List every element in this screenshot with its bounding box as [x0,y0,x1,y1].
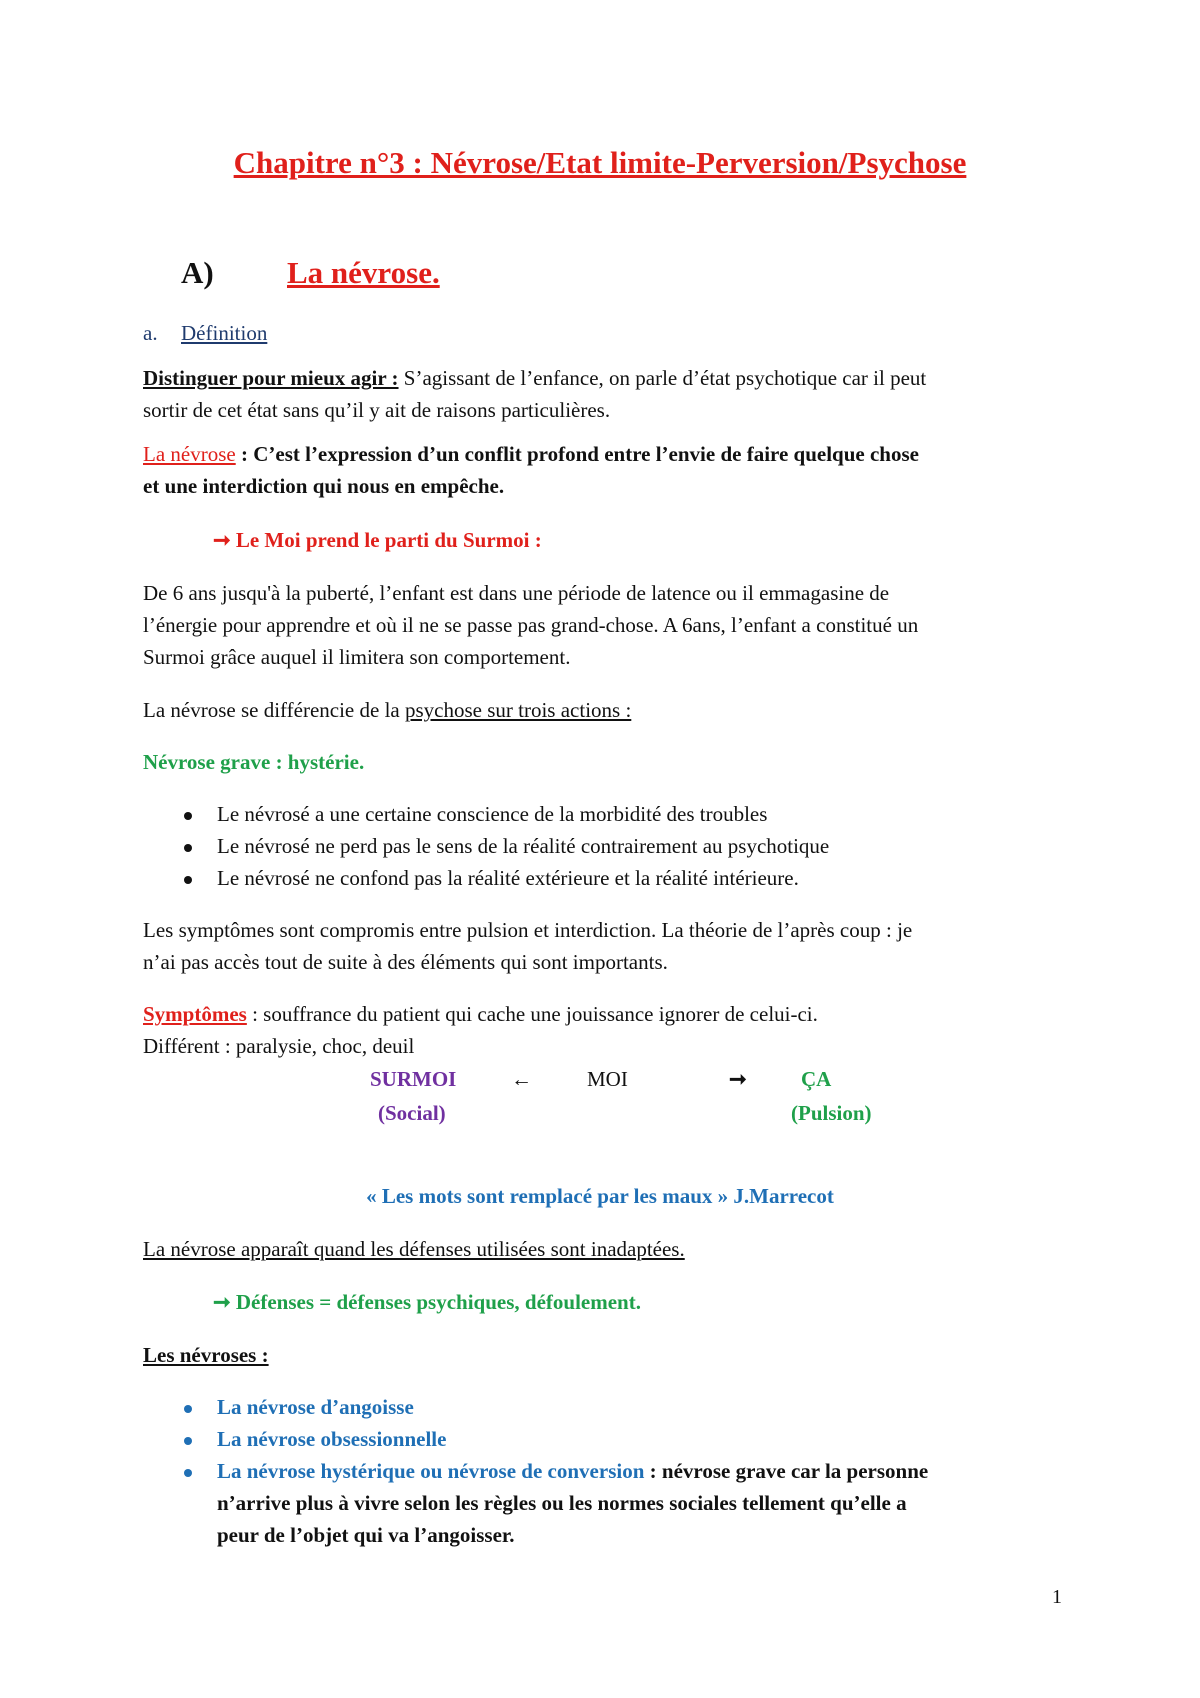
paragraph-text: l’énergie pour apprendre et où il ne se passe pas grand-chose. A 6ans, l’enfant a constitué un [143,613,919,637]
page-number: 1 [1052,1586,1062,1608]
paragraph-differencie [143,694,631,726]
paragraph-text: Les symptômes sont compromis entre pulsion et interdiction. La théorie de l’après coup : je [143,918,913,942]
underlined-text: psychose sur trois actions : [404,698,632,722]
list-item: Le névrosé ne confond pas la réalité extérieure et la réalité intérieure. [217,866,799,890]
arrow-right-icon: ➞ [729,1067,747,1091]
paragraph-text: sortir de cet état sans qu’il y ait de raisons particulières. [143,398,611,422]
subheading-nevroses: Les névroses : [143,1343,269,1367]
quote: « Les mots sont remplacé par les maux » J.Marrecot [366,1184,834,1208]
list-item [217,1455,928,1487]
paragraph-text: La névrose apparaît quand les défenses utilisées sont inadaptées. [143,1237,685,1261]
subsection-letter: a. [143,321,158,345]
list-item: Le névrosé a une certaine conscience de la morbidité des troubles [217,802,768,826]
bullet-dot-icon [184,1405,192,1413]
diagram-pulsion: (Pulsion) [791,1101,872,1125]
paragraph-text: et une interdiction qui nous en empêche. [143,474,505,498]
bullet-dot-icon [184,812,192,820]
bullet-dot-icon [184,1437,192,1445]
diagram-ca: ÇA [801,1067,832,1091]
paragraph-text: n’ai pas accès tout de suite à des éléments qui sont importants. [143,950,668,974]
paragraph-text: S’agissant de l’enfance, on parle d’état psychotique car il peut [398,366,927,390]
paragraph-nevrose-definition [143,438,919,470]
paragraph-label: Distinguer pour mieux agir : [143,366,399,390]
diagram-surmoi: SURMOI [370,1067,457,1091]
paragraph-text: : C’est l’expression d’un conflit profond entre l’envie de faire quelque chose [235,442,919,466]
subheading-nevrose-grave: Névrose grave : hystérie. [143,750,365,774]
paragraph-text: Surmoi grâce auquel il limitera son comportement. [143,645,571,669]
diagram-moi: MOI [587,1067,628,1091]
list-item-term: La névrose hystérique ou névrose de conversion [217,1459,645,1483]
paragraph-text: La névrose se différencie de la [143,698,405,722]
list-item-text: : névrose grave car la personne [644,1459,929,1483]
paragraph-text: Différent : paralysie, choc, deuil [143,1034,415,1058]
paragraph-distinguer [143,362,926,394]
term-label: La névrose [143,442,236,466]
bullet-dot-icon [184,876,192,884]
page-title: Chapitre n°3 : Névrose/Etat limite-Perversion/Psychose [233,145,967,180]
list-item: La névrose obsessionnelle [217,1427,447,1451]
paragraph-symptomes [143,998,818,1030]
section-letter: A) [181,255,214,290]
section-heading: La névrose. [287,255,440,290]
paragraph-text: De 6 ans jusqu'à la puberté, l’enfant est dans une période de latence ou il emmagasine de [143,581,890,605]
arrow-left-icon: ← [511,1067,532,1091]
paragraph-text: : souffrance du patient qui cache une jouissance ignorer de celui-ci. [246,1002,818,1026]
list-item-text: n’arrive plus à vivre selon les règles ou les normes sociales tellement qu’elle a [217,1491,907,1515]
term-label: Symptômes [143,1002,247,1026]
subsection-heading: Définition [181,321,268,345]
bullet-dot-icon [184,1469,192,1477]
arrow-note: ➞ Le Moi prend le parti du Surmoi : [213,528,542,552]
list-item: Le névrosé ne perd pas le sens de la réalité contrairement au psychotique [217,834,830,858]
list-item: La névrose d’angoisse [217,1395,414,1419]
list-item-text: peur de l’objet qui va l’angoisser. [217,1523,515,1547]
bullet-dot-icon [184,844,192,852]
arrow-note: ➞ Défenses = défenses psychiques, défoulement. [213,1290,641,1314]
diagram-social: (Social) [378,1101,446,1125]
